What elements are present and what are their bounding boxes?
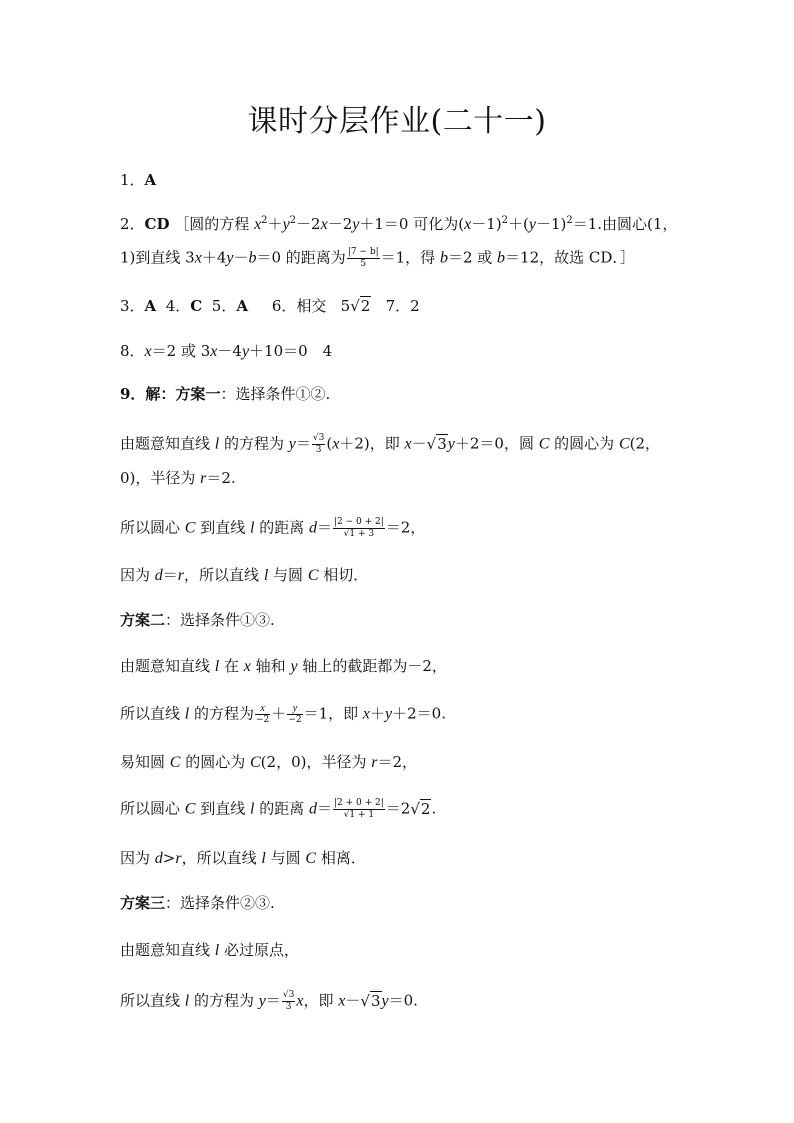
- text: 由题意知直线: [120, 941, 215, 959]
- text: ＝2: [385, 799, 411, 818]
- text: (2，: [629, 434, 661, 453]
- text: 所以圆心: [120, 799, 185, 818]
- var: y: [288, 435, 296, 453]
- item-text: 7．2: [385, 297, 420, 315]
- text: 的方程为: [189, 704, 255, 723]
- var: x: [338, 992, 346, 1010]
- text: －2: [296, 215, 321, 233]
- fraction-denominator: 3: [285, 1002, 292, 1012]
- item-number: 2．: [120, 215, 145, 233]
- fraction-numerator: y: [287, 703, 302, 715]
- text: －1): [471, 215, 502, 233]
- text: ：选择条件①②.: [220, 385, 331, 403]
- var: x: [404, 435, 412, 453]
- scheme-2-line-3: [120, 752, 417, 773]
- text: ＋: [271, 704, 287, 723]
- var: x: [144, 343, 152, 360]
- square-root: √3: [426, 434, 447, 453]
- var: C: [169, 754, 181, 771]
- scheme-heading: 9．解：方案一: [120, 385, 221, 403]
- scheme-heading: 方案二: [120, 611, 166, 629]
- var: r: [177, 567, 185, 584]
- text: 相切．: [318, 566, 369, 584]
- fraction-numerator: √3: [312, 433, 325, 443]
- var: y: [226, 249, 234, 267]
- var: y: [528, 216, 536, 233]
- answers-3-7: [120, 296, 420, 316]
- text: 由题意知直线: [120, 434, 215, 453]
- text: .: [431, 799, 437, 818]
- var: y: [282, 216, 290, 233]
- text: 由题意知直线: [120, 657, 215, 675]
- scheme-2-line-1: [120, 656, 447, 677]
- fraction-denominator: −2: [256, 715, 270, 725]
- answer-2-continued: [120, 247, 635, 270]
- text: ＝: [162, 566, 178, 584]
- fraction-denominator: 5: [360, 259, 367, 269]
- scheme-heading: 方案三: [120, 894, 166, 912]
- text: －2: [327, 215, 353, 233]
- answer-8: [120, 341, 332, 362]
- text: >: [162, 849, 176, 867]
- var: d: [309, 800, 317, 818]
- scheme-2-line-2: [120, 703, 446, 726]
- fraction-denominator: 3: [315, 445, 322, 455]
- text: ，所以直线: [181, 849, 262, 867]
- text: 所以圆心: [120, 518, 185, 537]
- answer-choice: A: [144, 297, 157, 315]
- var: y: [258, 992, 266, 1010]
- text: ＝2，: [385, 518, 426, 537]
- text: －: [345, 991, 361, 1010]
- answer-choice: C: [190, 297, 203, 315]
- text: ：选择条件①③.: [165, 611, 275, 629]
- var: l: [214, 658, 220, 675]
- text: ＝: [265, 991, 281, 1010]
- var: x: [332, 435, 340, 453]
- text: 所以直线: [120, 704, 185, 723]
- scheme-1-line-1: [120, 433, 660, 456]
- var: l: [184, 705, 190, 723]
- fraction-numerator: |2 + 0 + 2|: [334, 798, 384, 808]
- text: ＋10＝0 4: [249, 342, 333, 360]
- var: C: [184, 800, 196, 818]
- text: 轴和: [250, 657, 291, 675]
- var: r: [175, 850, 182, 867]
- item-text: 6．相交: [271, 297, 327, 315]
- var: C: [184, 519, 196, 537]
- var: C: [250, 754, 261, 771]
- fraction: [333, 798, 385, 821]
- text: ［圆的方程: [174, 215, 255, 233]
- var: x: [254, 216, 262, 233]
- fraction: [347, 247, 380, 270]
- text: 1)到直线 3: [120, 248, 195, 267]
- scheme-1-line-2: [120, 468, 236, 489]
- text: 的距离: [254, 799, 309, 818]
- item-number: 3．: [120, 297, 145, 315]
- square-root: √2: [410, 799, 431, 818]
- var: y: [290, 658, 298, 675]
- var: x: [296, 992, 304, 1010]
- fraction: [312, 433, 325, 456]
- text: ：选择条件②③.: [165, 894, 275, 912]
- fraction: [282, 990, 295, 1013]
- fraction-numerator: √3: [282, 990, 295, 1000]
- var: C: [538, 435, 550, 453]
- var: y: [385, 705, 393, 723]
- exponent: 2: [261, 215, 268, 226]
- var: y: [352, 216, 360, 233]
- fraction-denominator: √1 + 3: [343, 529, 375, 539]
- solution-9-header: [120, 384, 330, 404]
- radicand: 3: [437, 434, 447, 453]
- text: 的方程为: [219, 434, 289, 453]
- text: ＝1，得: [380, 248, 440, 267]
- var: d: [154, 567, 163, 584]
- scheme-3-line-2: [120, 990, 418, 1013]
- text: (: [326, 434, 333, 453]
- text: ＝2 或 3: [151, 342, 211, 360]
- exponent: 2: [501, 215, 508, 226]
- text: 与圆: [268, 566, 308, 584]
- radicand: 2: [360, 297, 371, 315]
- text: 轴上的截距都为－2，: [297, 657, 447, 675]
- text: ＝0.: [388, 991, 418, 1010]
- var: b: [497, 249, 506, 267]
- exponent: 2: [289, 215, 297, 226]
- text: (2，0)，半径为: [260, 753, 372, 771]
- text: 的距离: [254, 518, 309, 537]
- text: 相离．: [316, 849, 366, 867]
- text: ＋2＝0.: [392, 704, 446, 723]
- scheme-2-line-4: [120, 798, 436, 821]
- var: l: [250, 800, 255, 818]
- text: 易知圆: [120, 753, 170, 771]
- text: －1): [535, 215, 567, 233]
- text: 0)，半径为: [120, 469, 201, 487]
- var: x: [194, 249, 202, 267]
- scheme-3-line-1: [120, 940, 299, 961]
- var: y: [381, 992, 389, 1010]
- text: 的方程为: [189, 991, 259, 1010]
- text: ，所以直线: [184, 566, 264, 584]
- scheme-1-line-4: [120, 565, 368, 586]
- text: 在: [219, 657, 244, 675]
- fraction-numerator: x: [255, 703, 270, 715]
- radicand: 3: [370, 991, 381, 1010]
- scheme-2-line-5: [120, 848, 366, 869]
- text: ＋(: [507, 215, 529, 233]
- var: b: [439, 249, 448, 267]
- scheme-1-line-3: [120, 517, 425, 540]
- var: l: [261, 850, 266, 867]
- text: 的圆心为: [180, 753, 250, 771]
- var: l: [184, 992, 190, 1010]
- coefficient: 5: [340, 297, 351, 315]
- exponent: 2: [566, 215, 573, 226]
- fraction-denominator: √1 + 1: [343, 810, 375, 820]
- text: 因为: [120, 849, 155, 867]
- var: x: [320, 216, 328, 233]
- text: ＋4: [201, 248, 227, 267]
- text: 与圆: [265, 849, 306, 867]
- answer-choice: A: [144, 171, 157, 189]
- text: 因为: [120, 566, 155, 584]
- text: ＋: [370, 704, 386, 723]
- fraction-denominator: −2: [288, 715, 302, 725]
- var: x: [243, 658, 251, 675]
- text: －: [411, 434, 427, 453]
- text: ，即: [303, 991, 339, 1010]
- var: r: [200, 470, 207, 487]
- text: －: [233, 248, 249, 267]
- fraction-numerator: |7 − b|: [347, 247, 379, 257]
- item-number: 4．: [165, 297, 191, 315]
- text: ＋2＝0，圆: [454, 434, 539, 453]
- item-number: 8．: [120, 342, 145, 360]
- var: C: [305, 850, 317, 867]
- answer-choice: CD: [144, 215, 170, 233]
- text: 到直线: [195, 518, 250, 537]
- scheme-3-header: [120, 893, 275, 913]
- text: ＝0 的距离为: [256, 248, 346, 267]
- page-title: 课时分层作业(二十一): [247, 104, 547, 139]
- var: d: [154, 850, 163, 867]
- fraction: [333, 517, 385, 540]
- text: ＋1＝0 可化为(: [359, 215, 465, 233]
- text: ＋2)，即: [339, 434, 405, 453]
- var: C: [618, 435, 630, 453]
- var: y: [241, 343, 250, 360]
- text: ＝1，即: [303, 704, 363, 723]
- var: x: [464, 216, 472, 233]
- text: ＋: [267, 215, 283, 233]
- square-root: √3: [360, 991, 381, 1010]
- answer-2: [120, 214, 677, 235]
- text: ＝2.: [206, 469, 236, 487]
- text: ＝: [295, 434, 311, 453]
- text: ＝1.由圆心(1，: [572, 215, 678, 233]
- var: x: [362, 705, 371, 723]
- fraction-numerator: |2 − 0 + 2|: [334, 517, 384, 527]
- text: ＝: [317, 518, 333, 537]
- answer-choice: A: [236, 297, 248, 315]
- text: ＝2 或: [447, 248, 498, 267]
- answer-1: [120, 170, 156, 190]
- scheme-2-header: [120, 610, 275, 630]
- var: l: [250, 519, 255, 537]
- square-root: √2: [350, 297, 371, 315]
- fraction: [255, 703, 270, 726]
- var: l: [214, 942, 220, 959]
- var: C: [307, 567, 319, 584]
- text: －4: [217, 342, 242, 360]
- var: b: [248, 249, 257, 267]
- fraction: [287, 703, 302, 726]
- var: x: [210, 343, 218, 360]
- var: d: [309, 519, 317, 537]
- text: ＝12，故选 CD．］: [505, 248, 635, 267]
- text: ＝2，: [377, 753, 418, 771]
- text: 到直线: [195, 799, 250, 818]
- var: y: [447, 435, 455, 453]
- var: l: [214, 435, 220, 453]
- text: 的圆心为: [549, 434, 619, 453]
- radicand: 2: [420, 799, 431, 818]
- item-number: 1．: [120, 171, 145, 189]
- text: 必过原点，: [219, 941, 300, 959]
- text: ＝: [317, 799, 333, 818]
- item-number: 5．: [211, 297, 237, 315]
- var: l: [263, 567, 269, 584]
- var: r: [371, 754, 378, 771]
- text: 所以直线: [120, 991, 185, 1010]
